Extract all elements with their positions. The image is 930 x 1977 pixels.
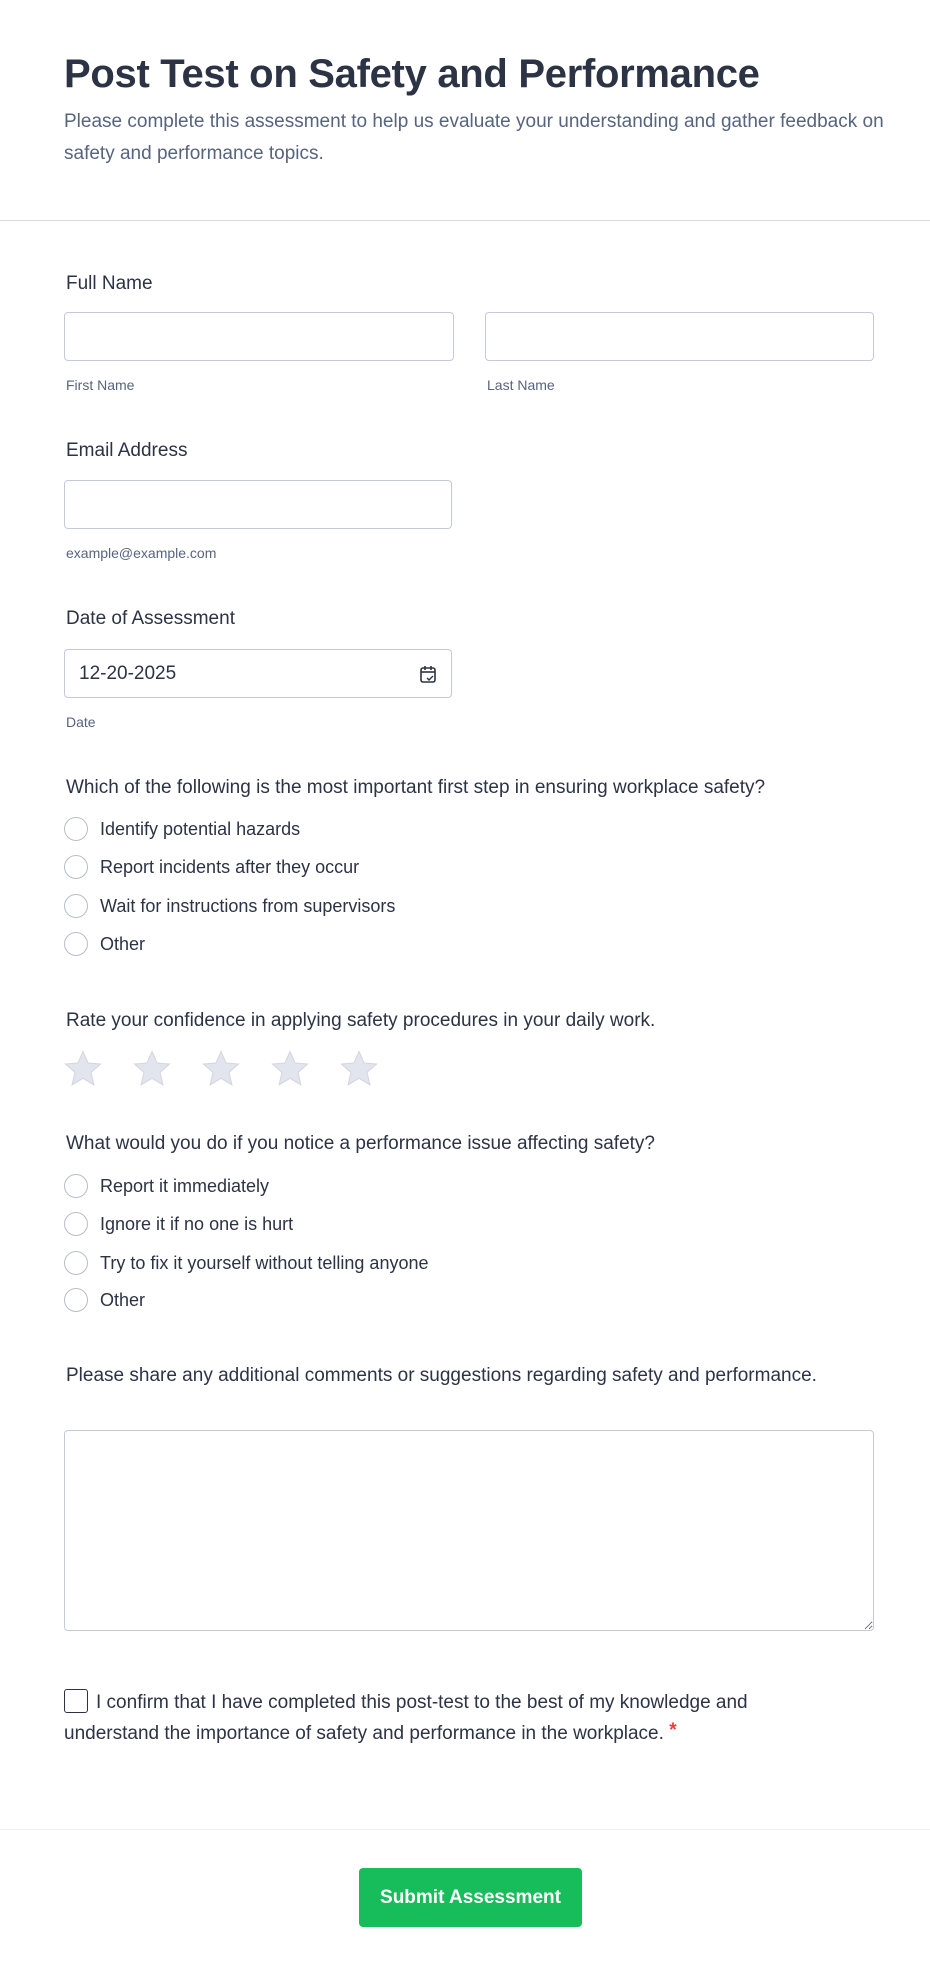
confirm-row — [64, 1689, 804, 1748]
option-label: Wait for instructions from supervisors — [100, 895, 396, 916]
page-description: Please complete this assessment to help us evaluate your understanding and gather feedback on safety and performance topics. — [64, 111, 884, 164]
radio-button[interactable] — [64, 932, 88, 956]
first-name-input[interactable] — [64, 312, 454, 361]
q1-option[interactable] — [64, 855, 359, 879]
star-icon[interactable] — [269, 1048, 311, 1090]
star-icon[interactable] — [338, 1048, 380, 1090]
radio-button[interactable] — [64, 1174, 88, 1198]
radio-button[interactable] — [64, 1288, 88, 1312]
q1-label: Which of the following is the most important first step in ensuring workplace safety? — [66, 777, 766, 798]
header-divider — [0, 220, 930, 221]
q1-option[interactable] — [64, 894, 395, 918]
star-rating[interactable] — [62, 1048, 380, 1090]
footer-divider — [0, 1829, 930, 1830]
email-input[interactable] — [64, 480, 452, 529]
radio-button[interactable] — [64, 1212, 88, 1236]
date-label: Date of Assessment — [66, 608, 235, 629]
q3-option[interactable] — [64, 1251, 428, 1275]
q3-option[interactable] — [64, 1212, 293, 1236]
date-sublabel: Date — [66, 714, 96, 730]
q3-label: What would you do if you notice a performance issue affecting safety? — [66, 1133, 655, 1154]
radio-button[interactable] — [64, 817, 88, 841]
option-label: Other — [100, 1289, 146, 1310]
q3-option[interactable] — [64, 1174, 269, 1198]
comments-label: Please share any additional comments or suggestions regarding safety and performance. — [66, 1365, 817, 1386]
comments-textarea[interactable] — [64, 1430, 874, 1631]
confirm-checkbox[interactable] — [64, 1689, 88, 1713]
calendar-icon[interactable] — [419, 664, 437, 684]
confirm-label: I confirm that I have completed this post-test to the best of my knowledge and understand the importance of safety and performance in the workplace. — [64, 1692, 748, 1744]
option-label: Try to fix it yourself without telling anyone — [100, 1252, 429, 1273]
last-name-input[interactable] — [485, 312, 874, 361]
date-input[interactable] — [64, 649, 452, 698]
required-asterisk: * — [669, 1720, 677, 1741]
submit-button[interactable]: Submit Assessment — [359, 1868, 582, 1927]
star-icon[interactable] — [131, 1048, 173, 1090]
radio-button[interactable] — [64, 894, 88, 918]
full-name-label: Full Name — [66, 273, 153, 294]
option-label: Other — [100, 933, 146, 954]
option-label: Report it immediately — [100, 1175, 270, 1196]
last-name-sublabel: Last Name — [487, 377, 555, 393]
first-name-sublabel: First Name — [66, 377, 135, 393]
star-icon[interactable] — [62, 1048, 104, 1090]
radio-button[interactable] — [64, 1251, 88, 1275]
option-label: Report incidents after they occur — [100, 856, 360, 877]
q1-option[interactable] — [64, 932, 145, 956]
page-title: Post Test on Safety and Performance — [64, 52, 760, 96]
date-value: 12-20-2025 — [79, 662, 177, 684]
option-label: Identify potential hazards — [100, 818, 301, 839]
email-sublabel: example@example.com — [66, 545, 217, 561]
q3-option[interactable] — [64, 1288, 145, 1312]
star-icon[interactable] — [200, 1048, 242, 1090]
email-label: Email Address — [66, 440, 188, 461]
q1-option[interactable] — [64, 817, 300, 841]
option-label: Ignore it if no one is hurt — [100, 1213, 294, 1234]
radio-button[interactable] — [64, 855, 88, 879]
rating-label: Rate your confidence in applying safety procedures in your daily work. — [66, 1010, 656, 1031]
